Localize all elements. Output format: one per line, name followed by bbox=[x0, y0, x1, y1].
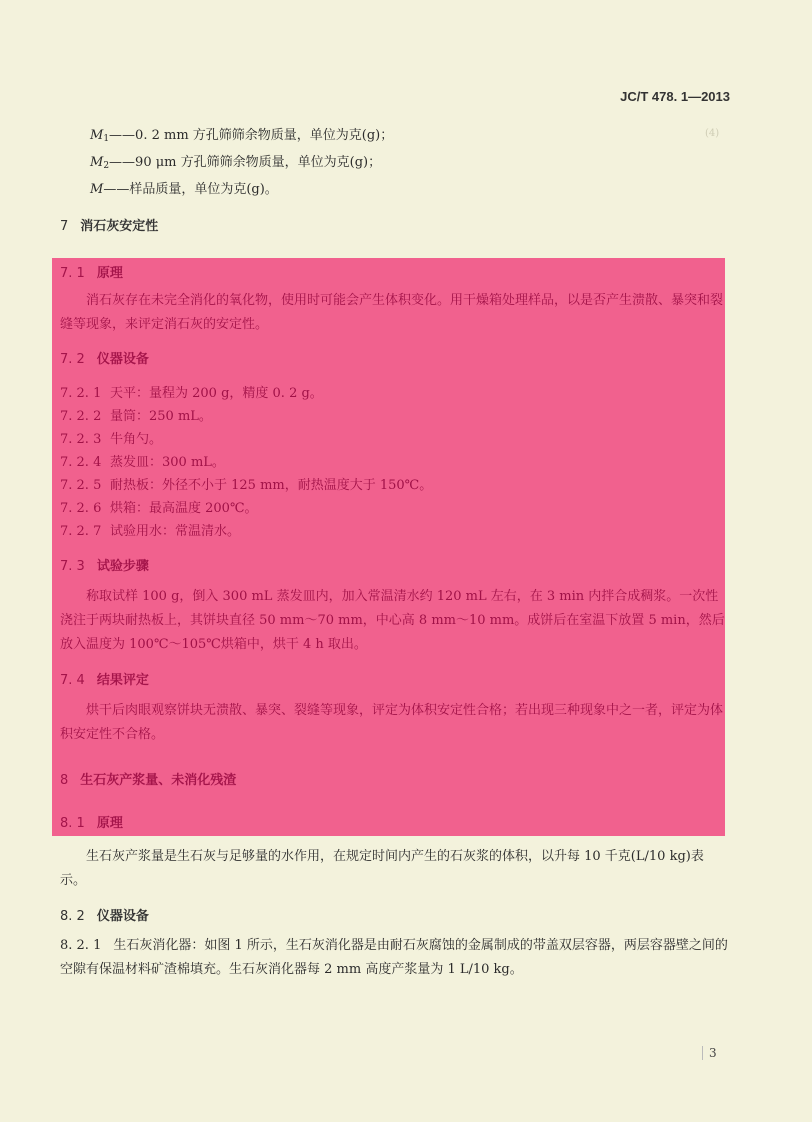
definition-m1: $M_1——0$. 2 mm 方孔筛筛余物质量，单位为克(g)； bbox=[90, 128, 394, 144]
section-7-heading: 7 消石灰安定性 bbox=[60, 219, 159, 234]
standard-code: JC/T 478. 1—2013 bbox=[620, 89, 730, 104]
definition-m: M——样品质量，单位为克(g)。 bbox=[90, 182, 278, 197]
section-8-1-paragraph: 生石灰产浆量是生石灰与足够量的水作用，在规定时间内产生的石灰浆的体积，以升每 10 千克(L/10 kg)表示。 bbox=[60, 849, 704, 888]
item-8-2-1: 8. 2. 1 生石灰消化器：如图 1 所示，生石灰消化器是由耐石灰腐蚀的金属制成的带盖双层容器，两层容器壁之间的空隙有保温材料矿渣棉填充。生石灰消化器每 2 mm 高度产浆量为 1 L/10 kg。 bbox=[60, 938, 728, 977]
section-8-2-heading: 8. 2 仪器设备 bbox=[60, 909, 149, 924]
page-number: 3 bbox=[702, 1046, 717, 1060]
highlight-overlay bbox=[52, 258, 725, 836]
symbol-definitions bbox=[90, 124, 393, 201]
definition-m2: $M_2——90$ μm 方孔筛筛余物质量，单位为克(g)； bbox=[90, 155, 382, 171]
show-through-mark: (4) bbox=[705, 128, 720, 139]
